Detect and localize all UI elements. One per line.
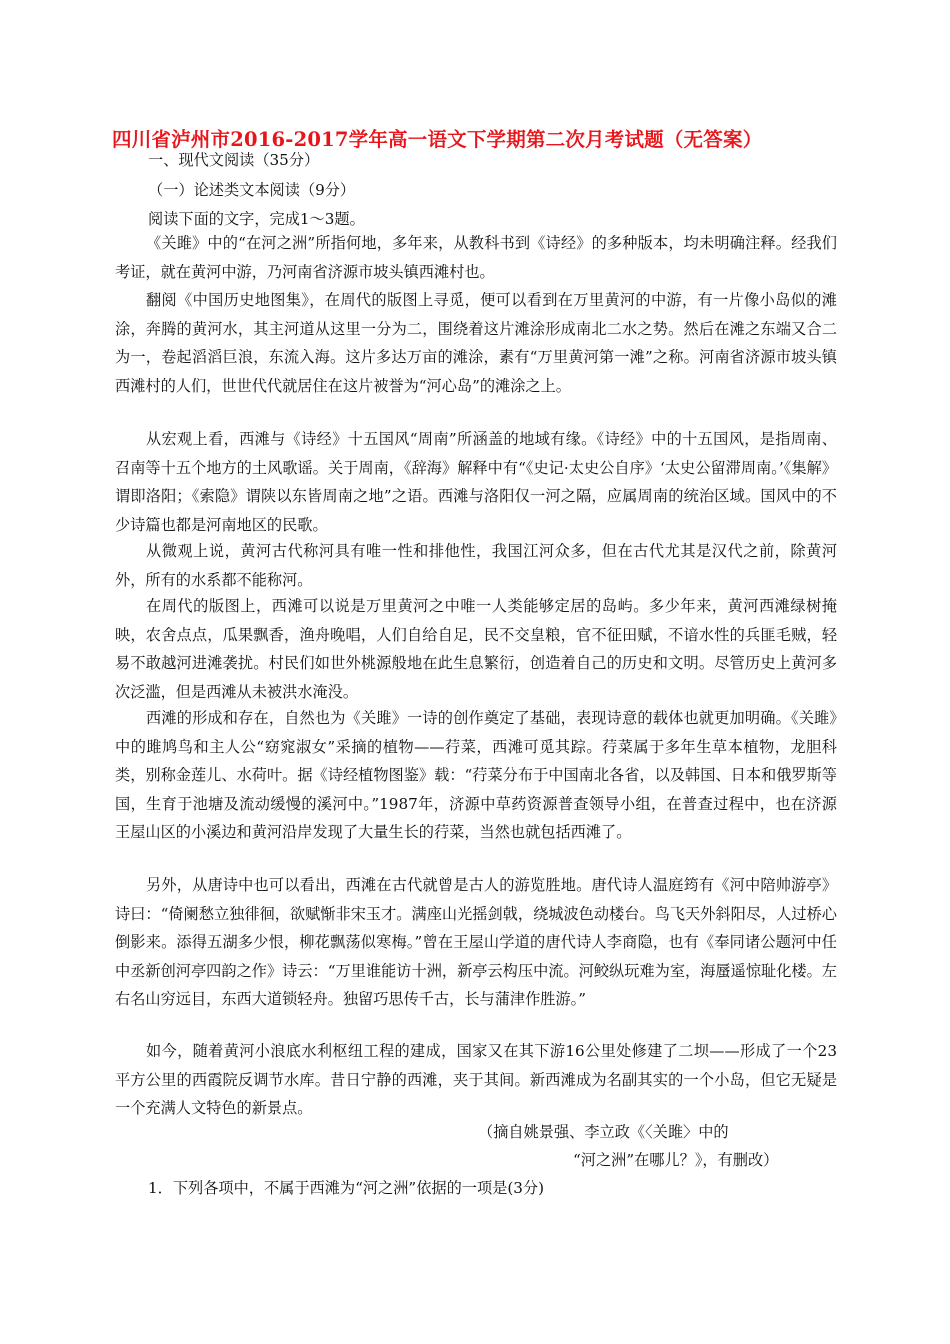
paragraph: 翻阅《中国历史地图集》，在周代的版图上寻觅，便可以看到在万里黄河的中游，有一片像小岛似的滩涂，奔腾的黄河水，其主河道从这里一分为二，围绕着这片滩涂形成南北二水之势。然后在滩之东端又合二为一，卷起滔滔巨浪，东流入海。这片多达万亩的滩涂，素有“万里黄河第一滩”之称。河南省济源市坡头镇西滩村的人们，世世代代就居住在这片被誉为“河心岛”的滩涂之上。 <box>115 291 837 395</box>
question-1: 1．下列各项中，不属于西滩为“河之洲”依据的一项是(3分) <box>148 1179 545 1197</box>
paragraph: 从微观上说，黄河古代称河具有唯一性和排他性，我国江河众多，但在古代尤其是汉代之前，除黄河外，所有的水系都不能称河。 <box>115 542 837 589</box>
section-heading: 一、现代文阅读（35分） <box>148 151 320 169</box>
paragraph: 从宏观上看，西滩与《诗经》十五国风“周南”所涵盖的地域有缘。《诗经》中的十五国风，是指周南、召南等十五个地方的土风歌谣。关于周南，《辞海》解释中有“《史记·太史公自序》‘太史公留滞周南。’《集解》谓即洛阳；《索隐》谓陕以东皆周南之地”之语。西滩与洛阳仅一河之隔，应属周南的统治区域。国风中的不少诗篇也都是河南地区的民歌。 <box>115 430 837 534</box>
page-title: 四川省泸州市2016-2017学年高一语文下学期第二次月考试题（无答案） <box>112 128 763 151</box>
paragraph: 如今，随着黄河小浪底水利枢纽工程的建成，国家又在其下游16公里处修建了二坝——形成了一个23平方公里的西霞院反调节水库。昔日宁静的西滩，夹于其间。新西滩成为名副其实的一个小岛，但它无疑是一个充满人文特色的新景点。 <box>115 1042 837 1118</box>
subsection-heading: （一）论述类文本阅读（9分） <box>148 181 356 199</box>
paragraph: 西滩的形成和存在，自然也为《关雎》一诗的创作奠定了基础，表现诗意的载体也就更加明确。《关雎》中的雎鸠鸟和主人公“窈窕淑女”采摘的植物——荇菜，西滩可觅其踪。荇菜属于多年生草本植物，龙胆科类，别称金莲儿、水荷叶。据《诗经植物图鉴》载：“荇菜分布于中国南北各省，以及韩国、日本和俄罗斯等国，生育于池塘及流动缓慢的溪河中。”1987年，济源中草药资源普查领导小组，在普查过程中，也在济源王屋山区的小溪边和黄河沿岸发现了大量生长的荇菜，当然也就包括西滩了。 <box>115 709 837 842</box>
source-citation-line1: （摘自姚景强、李立政《〈关雎〉中的 <box>478 1123 729 1141</box>
instruction-text: 阅读下面的文字，完成1～3题。 <box>148 210 365 228</box>
paragraph: 另外，从唐诗中也可以看出，西滩在古代就曾是古人的游览胜地。唐代诗人温庭筠有《河中陪帅游亭》诗曰：“倚阑愁立独徘徊，欲赋惭非宋玉才。满座山光摇剑戟，绕城波色动楼台。鸟飞天外斜阳尽，人过桥心倒影来。添得五湖多少恨，柳花飘荡似寒梅。”曾在王屋山学道的唐代诗人李商隐，也有《奉同诸公题河中任中丞新创河亭四韵之作》诗云：“万里谁能访十洲，新亭云构压中流。河鲛纵玩难为室，海蜃遥惊耻化楼。左右名山穷远目，东西大道锁轻舟。独留巧思传千古，长与蒲津作胜游。” <box>115 876 837 1009</box>
source-citation-line2: “河之洲”在哪儿？》，有删改） <box>573 1151 779 1169</box>
paragraph: 《关雎》中的“在河之洲”所指何地，多年来，从教科书到《诗经》的多种版本，均未明确注释。经我们考证，就在黄河中游，乃河南省济源市坡头镇西滩村也。 <box>115 234 837 281</box>
paragraph: 在周代的版图上，西滩可以说是万里黄河之中唯一人类能够定居的岛屿。多少年来，黄河西滩绿树掩映，农舍点点，瓜果飘香，渔舟晚唱，人们自给自足，民不交皇粮，官不征田赋，不谙水性的兵匪毛贼，轻易不敢越河进滩袭扰。村民们如世外桃源般地在此生息繁衍，创造着自己的历史和文明。尽管历史上黄河多次泛滥，但是西滩从未被洪水淹没。 <box>115 597 837 701</box>
